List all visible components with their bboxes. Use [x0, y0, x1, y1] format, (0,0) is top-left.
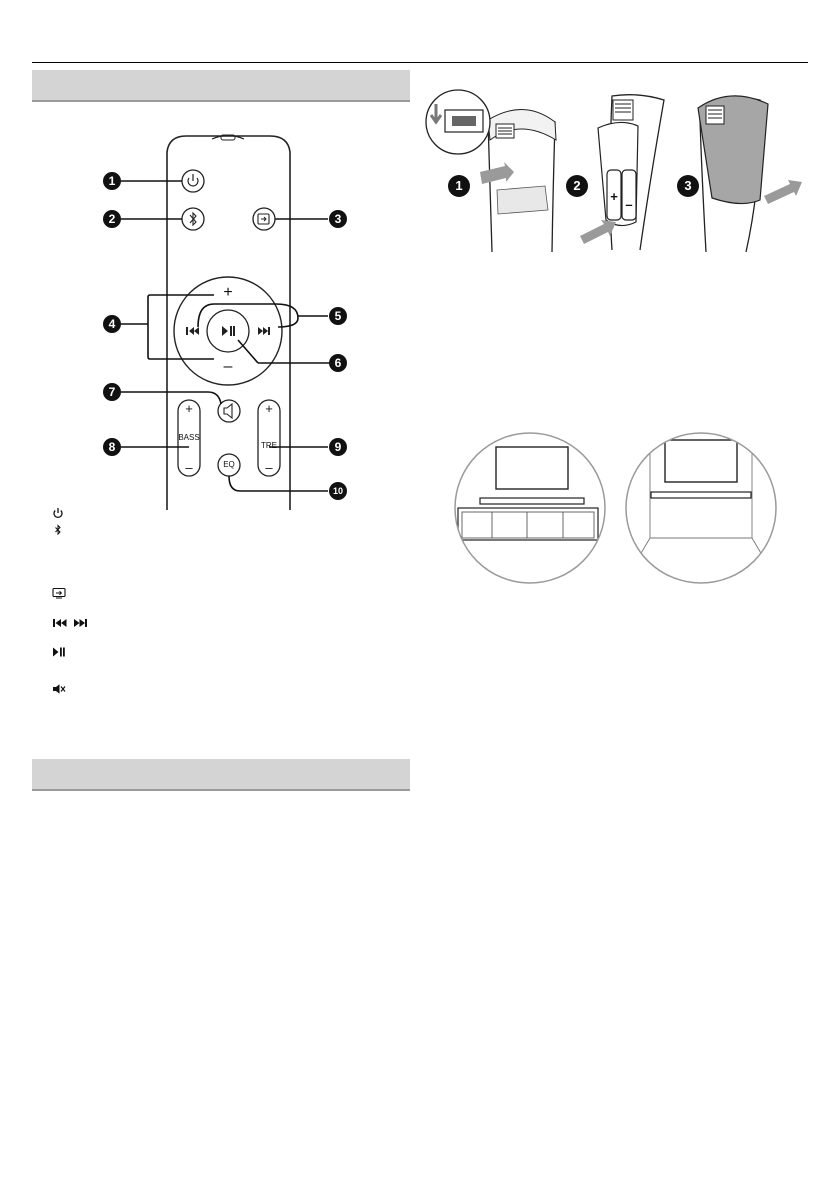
callout-8: 8 [108, 440, 116, 454]
legend-previous-next [52, 617, 102, 631]
eq-label: EQ [223, 460, 235, 469]
legend-mute [52, 683, 102, 697]
volume-plus-label: + [223, 284, 233, 301]
top-rule [32, 62, 808, 63]
power-button-drawing [182, 170, 204, 192]
section-header-lower [32, 759, 410, 791]
placement-diagram [448, 430, 788, 586]
source-input-icon [52, 587, 66, 599]
bass-plus-label: + [185, 401, 193, 416]
treble-minus-label: – [265, 460, 273, 475]
battery-minus-mark: – [625, 197, 633, 212]
power-icon [52, 507, 64, 519]
mute-icon [52, 683, 66, 695]
battery-step-label-3: 3 [684, 178, 692, 193]
legend-bluetooth [52, 524, 102, 538]
legend-source [52, 587, 102, 601]
callout-7: 7 [108, 385, 116, 399]
battery-step-label-2: 2 [573, 178, 581, 193]
callout-3: 3 [334, 212, 342, 226]
source-button-drawing [253, 208, 275, 230]
callout-6: 6 [334, 356, 342, 370]
callout-10: 10 [332, 486, 343, 496]
bluetooth-button-drawing [182, 208, 204, 230]
treble-plus-label: + [265, 401, 273, 416]
battery-step-1 [426, 90, 556, 252]
previous-next-icon [52, 617, 98, 629]
callout-2: 2 [108, 212, 116, 226]
battery-step-2 [566, 95, 664, 250]
placement-wall [626, 433, 776, 583]
bass-minus-label: – [185, 460, 193, 475]
battery-step-3 [677, 96, 802, 252]
volume-minus-label: – [223, 358, 233, 375]
treble-label: TRE [261, 441, 277, 450]
bluetooth-icon [52, 524, 64, 536]
battery-plus-mark: + [610, 189, 618, 204]
section-header-remote [32, 70, 410, 102]
legend-power [52, 507, 102, 521]
callout-1: 1 [108, 174, 116, 188]
bass-label: BASS [178, 433, 200, 442]
battery-installation-diagram [420, 84, 820, 258]
callout-4: 4 [108, 317, 116, 331]
play-pause-icon [52, 646, 66, 658]
callout-9: 9 [334, 440, 342, 454]
legend-play-pause [52, 646, 102, 660]
battery-step-label-1: 1 [455, 178, 463, 193]
callout-5: 5 [334, 309, 342, 323]
placement-tv-stand [455, 433, 605, 583]
